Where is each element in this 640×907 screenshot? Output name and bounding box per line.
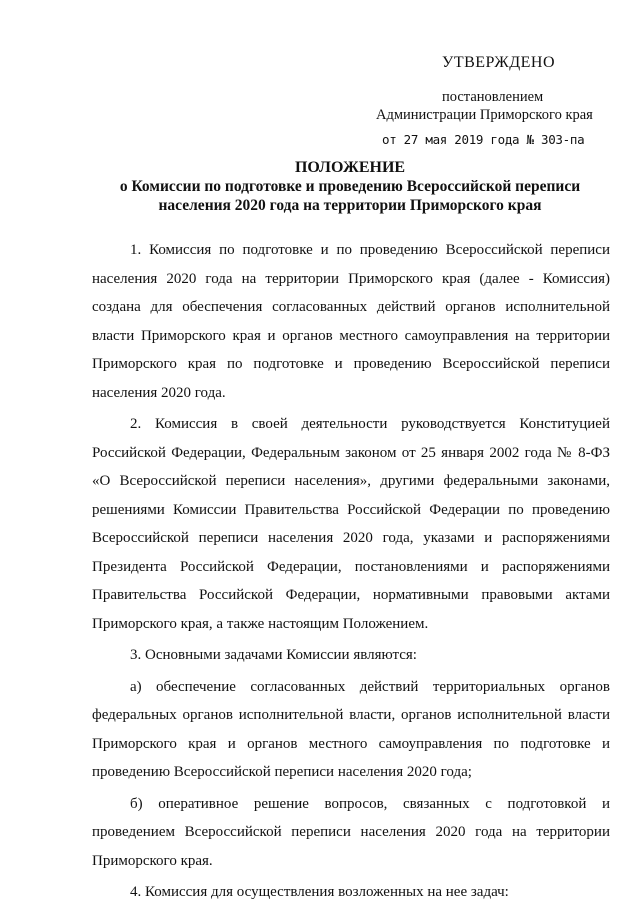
title-main: ПОЛОЖЕНИЕ: [294, 159, 406, 176]
approval-line-1: постановлением: [442, 89, 544, 105]
title-line-2: о Комиссии по подготовке и проведению Всероссийской переписи: [119, 178, 581, 195]
approval-stamp: [372, 52, 632, 124]
approval-date: от 27 мая 2019 года № 303-па: [382, 132, 585, 147]
paragraph-3a: а) обеспечение согласованных действий территориальных органов федеральных органов исполнительной власти, органов исполнительной власти Приморского края и органов местного самоуправления по подготовке и проведению Всероссийской переписи населения 2020 года;: [92, 678, 610, 780]
paragraph-4: 4. Комиссия для осуществления возложенных на нее задач:: [130, 884, 509, 900]
paragraph-1: 1. Комиссия по подготовке и по проведению Всероссийской переписи населения 2020 года на территории Приморского края (далее - Комиссия) создана для обеспечения согласованных действий органов исполнительной власти Приморского края и органов местного самоуправления на территории Приморского края по подготовке и проведению Всероссийской переписи населения 2020 года.: [92, 242, 610, 401]
approved-heading: УТВЕРЖДЕНО: [442, 54, 556, 71]
paragraph-3b: б) оперативное решение вопросов, связанных с подготовкой и проведением Всероссийской переписи населения 2020 года на территории Приморского края.: [92, 795, 610, 869]
paragraph-3: 3. Основными задачами Комиссии являются:: [130, 647, 417, 663]
approval-line-2: Администрации Приморского края: [376, 107, 593, 123]
document-title: [60, 158, 640, 215]
document-body: [92, 236, 610, 907]
paragraph-2: 2. Комиссия в своей деятельности руководствуется Конституцией Российской Федерации, Федеральным законом от 25 января 2002 года № 8-ФЗ «О Всероссийской переписи населения», другими федеральными законами, решениями Комиссии Правительства Российской Федерации по проведению Всероссийской переписи населения 2020 года, указами и распоряжениями Президента Российской Федерации, постановлениями и распоряжениями Правительства Российской Федерации, нормативными правовыми актами Приморского края, а также настоящим Положением.: [92, 416, 610, 632]
title-line-3: населения 2020 года на территории Приморского края: [158, 197, 542, 214]
